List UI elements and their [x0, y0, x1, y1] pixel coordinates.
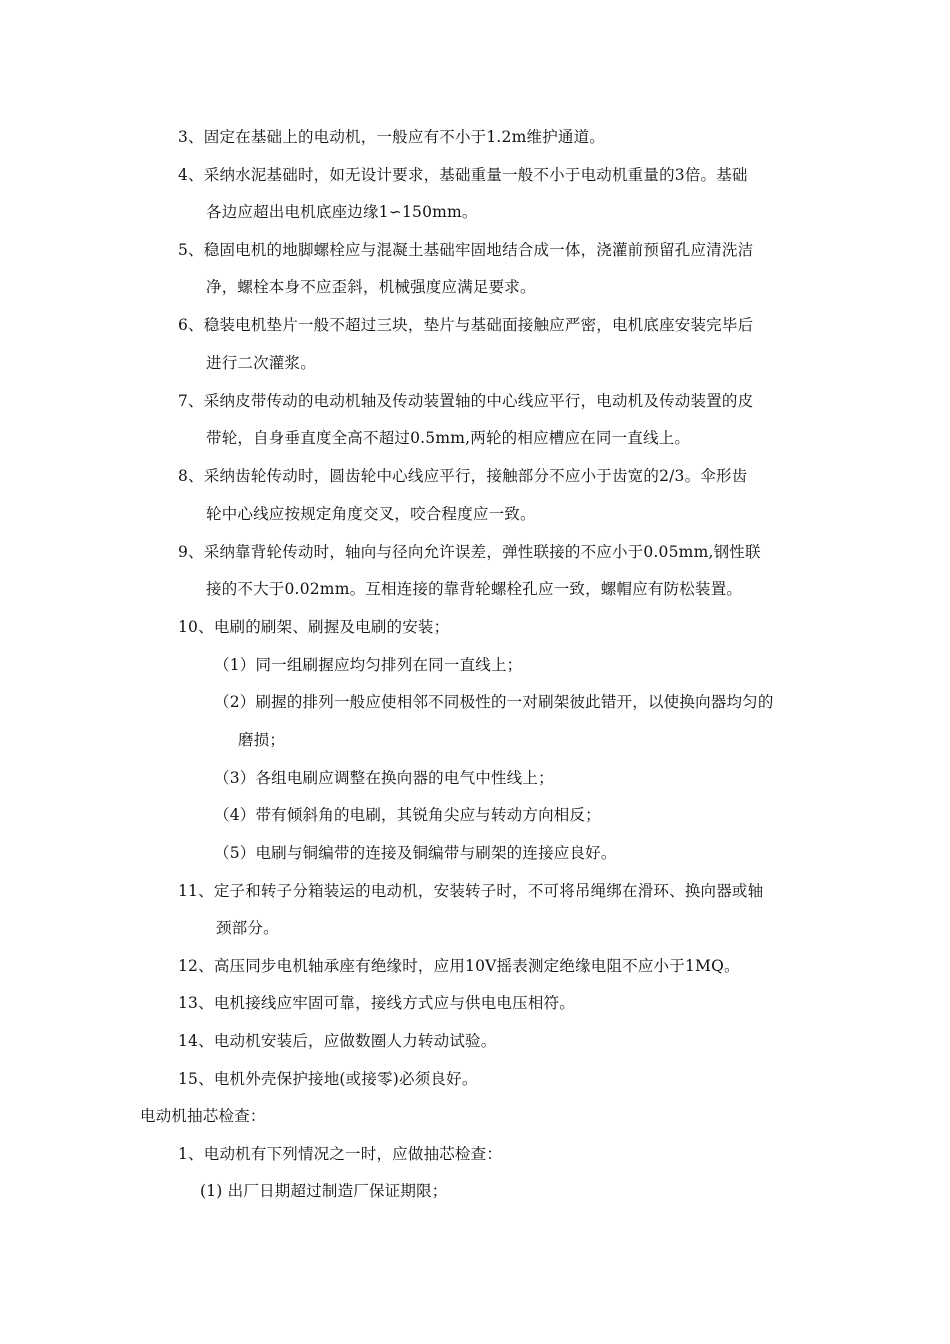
sub-item-4-line-1: （4）带有倾斜角的电刷，其锐角尖应与转动方向相反； [214, 806, 601, 824]
item-14-line-1: 14、电动机安装后，应做数圈人力转动试验。 [178, 1032, 497, 1050]
item-11-line-1: 11、定子和转子分箱装运的电动机，安装转子时，不可将吊绳绑在滑环、换向器或轴 [178, 882, 764, 900]
sub-item-5-line-1: （5）电刷与铜编带的连接及铜编带与刷架的连接应良好。 [214, 844, 617, 862]
item-5-line-1: 5、稳固电机的地脚螺栓应与混凝土基础牢固地结合成一体，浇灌前预留孔应清洗洁 [178, 241, 754, 259]
item-8-line-1: 8、采纳齿轮传动时，圆齿轮中心线应平行，接触部分不应小于齿宽的2/3。伞形齿 [178, 467, 748, 485]
item-6-line-1: 6、稳装电机垫片一般不超过三块，垫片与基础面接触应严密，电机底座安装完毕后 [178, 316, 754, 334]
sub-item-2-line-1: （2）刷握的排列一般应使相邻不同极性的一对刷架彼此错开，以使换向器均匀的 [214, 693, 774, 711]
item-8-line-2: 轮中心线应按规定角度交叉，咬合程度应一致。 [206, 505, 536, 523]
item-5-line-2: 净，螺栓本身不应歪斜，机械强度应满足要求。 [206, 278, 536, 296]
item-9-line-1: 9、采纳靠背轮传动时，轴向与径向允许误差，弹性联接的不应小于0.05mm,钢性联 [178, 543, 761, 561]
section-item-1-line-1: 1、电动机有下列情况之一时，应做抽芯检查： [178, 1145, 503, 1163]
item-15-line-1: 15、电机外壳保护接地(或接零)必须良好。 [178, 1070, 478, 1088]
item-9-line-2: 接的不大于0.02mm。互相连接的靠背轮螺栓孔应一致，螺帽应有防松装置。 [206, 580, 743, 598]
item-11-line-2: 颈部分。 [216, 919, 279, 937]
item-3-line-1: 3、固定在基础上的电动机，一般应有不小于1.2m维护通道。 [178, 128, 606, 146]
item-13-line-1: 13、电机接线应牢固可靠，接线方式应与供电电压相符。 [178, 994, 575, 1012]
item-7-line-1: 7、采纳皮带传动的电动机轴及传动装置轴的中心线应平行，电动机及传动装置的皮 [178, 392, 754, 410]
sub-item-3-line-1: （3）各组电刷应调整在换向器的电气中性线上； [214, 769, 554, 787]
item-12-line-1: 12、高压同步电机轴承座有绝缘时，应用10V摇表测定绝缘电阻不应小于1MQ。 [178, 957, 740, 975]
section-heading: 电动机抽芯检查： [140, 1107, 266, 1125]
item-10-line-1: 10、电刷的刷架、刷握及电刷的安装； [178, 618, 450, 636]
section-sub-item-1-line-1: (1) 出厂日期超过制造厂保证期限； [200, 1182, 448, 1200]
item-4-line-1: 4、采纳水泥基础时，如无设计要求，基础重量一般不小于电动机重量的3倍。基础 [178, 166, 748, 184]
item-7-line-2: 带轮，自身垂直度全高不超过0.5mm,两轮的相应槽应在同一直线上。 [206, 429, 691, 447]
item-4-line-2: 各边应超出电机底座边缘1∽150mm。 [206, 203, 478, 221]
item-6-line-2: 进行二次灌浆。 [206, 354, 316, 372]
sub-item-2-line-2: 磨损； [238, 731, 286, 749]
sub-item-1-line-1: （1）同一组刷握应均匀排列在同一直线上； [214, 656, 523, 674]
